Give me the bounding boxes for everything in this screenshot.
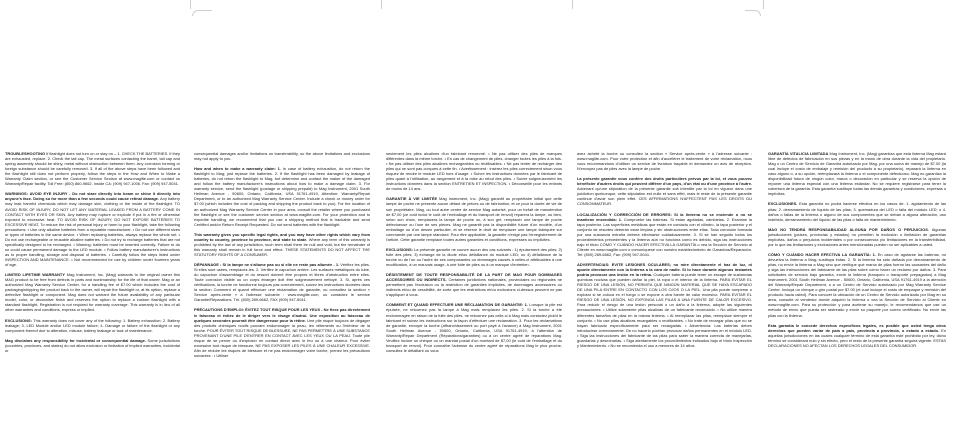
block-heading: PRÉCAUTIONS D'EMPLOI: ÉVITEZ TOUT RISQUE POUR LES YEUX - Ne fixez pas directement le faisceau et évitez de le diriger vers le visage d'autrui. Une exposition au faisceau de quelques secondes pourrait être dangereuse pour la rétine. bbox=[194, 307, 370, 323]
text-block bbox=[386, 247, 562, 267]
text-block bbox=[194, 307, 370, 357]
block-heading: CÓMO Y CUÁNDO HACER EFECTIVA LA GARANTÍA: 1. bbox=[768, 251, 876, 257]
block-text: Any battery may leak harmful chemicals which may damage skin, clothing or the inside of the flashlight. TO AVOID RISK OF INJURY, DO NOT LET ANY MATERIAL LEAKED FROM A BATTERY COME IN CONTACT WITH EYES OR SKIN. Any battery may rupture or explode if put in a fire or otherwise exposed to excessive heat. TO AVOID RISK OF INJURY, DO NOT EXPOSE BATTERIES TO EXCESSIVE HEAT. To reduce the risk of personal injury or harm to your flashlight, take the following precautions: • Use only alkaline batteries from a reputable manufacturer. • Do not use different sizes or types of batteries in the same device. • When replacing batteries, always replace the whole set. • Do not use rechargeable or reusable alkaline batteries. • Do not try to recharge batteries that are not specifically designed to be recharged. • Warning: batteries must be inserted correctly. Failure to do so could cause permanent damage to the LED module. • Follow battery manufacturer's instructions as to proper handling, storage and disposal of batteries. • Carefully follow the steps listed under INSPECTION AND MAINTENANCE. • Not recommended for use by children under fourteen years of age. bbox=[5, 196, 180, 268]
block-text: En aquellas jurisdicciones en las cuales cualquier término de esta garantía esté prohibido por ley, dicho término se considerará nulo y sin efecto, pero el resto de la presente garantía seguirá vigente. ESTAS DECLARACIONES NO AFECTAN LOS DERECHOS LEGALES DEL CONSUMIDOR. bbox=[768, 327, 946, 348]
tab-edge bbox=[192, 10, 212, 16]
block-heading: LIMITED LIFETIME WARRANTY bbox=[5, 272, 65, 278]
block-heading: MAG NO TENDRÁ RESPONSABILIDAD ALGUNA POR DAÑOS O PERJUICIOS. bbox=[768, 226, 929, 232]
block-text: Certaines juridictions nationales, provinciales ou régionales ne permettent pas l'exclusion ou la restriction de garanties implicites, de dommages accessoires ou indirects et/ou de cessibilité, de sorte que les restrictions et/ou exclusions ci-dessus peuvent ne pas s'appliquer à vous. bbox=[386, 277, 562, 298]
block-heading: EXCLUSIONES. bbox=[768, 201, 798, 207]
text-block bbox=[5, 151, 180, 186]
block-text: This warranty does not cover any of the following: 1. Battery exhaustion; 2. Battery leakage; 3. LED Module and/or LED module failure; 4. Damage or failure of the flashlight or any component thereof due to alteration, misuse, battery leakage or lack of maintenance. bbox=[5, 317, 180, 333]
block-text: consequential damages and/or limitations on transferability, so the above limitations and exclusions may not apply to you. bbox=[194, 151, 370, 162]
block-text: Cualquier batería puede tener un escape de sustancias químicas nocivas que pueden dañar la piel, la ropa o el interior de la linterna. PARA EVITAR EL RIESGO DE UNA LESIÓN, NO PERMITA QUE NINGÚN MATERIAL QUE SE HAYA ESCAPADO DE UNA PILA ENTRE EN CONTACTO CON LOS OJOS O LA PIEL. Una pila puede romperse o explotar si se coloca en el fuego o se expone a otra fuente de calor excesivo. PARA EVITAR EL RIESGO DE UNA LESIÓN, NO EXPONGA LAS PILAS A UNA FUENTE DE CALOR EXCESIVO. Para reducir el riesgo de una lesión personal o un daño a la linterna, adopte las siguientes precauciones: • Utilice solamente pilas alcalinas de un fabricante reconocido. • No utilice manera diferentes tamaños de pilas en la misma linterna. • Al reemplazar las pilas, reemplace siempre el conjunto. • No use pilas alcalinas recargables o reutilizables. • No trate de recargar pilas que no se hayan fabricado específicamente para ser recargadas. • Advertencia: Las baterías deben introducirse correctamente. De no hacerlo podrían provocar daños permanentes en el módulo LED. • Siga las instrucciones del fabricante de las pilas para saber la manera correcta de manejarlas, guardarlas y desecharlas. • Siga atentamente los procedimientos indicados bajo el título Inspección y Mantenimiento. • No se recomienda el uso a menores de 14 años. bbox=[577, 272, 752, 348]
block-text: Compruebe las baterías. Si están agotadas, cámbielas. 2. Examine la tapa posterior. Las superficies metálicas que están en contacto con el cilindro, la tapa posterior y el conjunto de resortes deberán estar limpias y sin obstrucciones entre ellas. Toda corrosión formada por una sustancia extraña deberá eliminarse cuidadosamente. 3. Si se han seguido todos los procedimientos precedentes y la linterna aún no funciona como es debido, siga las instrucciones bajo el título CÓMO Y CUÁNDO HACER EFECTIVA LA GARANTÍA o vea la Sección de Servicio al Cliente en www.maglite.com o comuníquese con nuestro establecimiento de Garantías/Reparación. Tel: (800) 289-6662, Fax: (909) 947-5041. bbox=[577, 216, 752, 257]
block-heading: DÉPANNAGE : Si la lampe ne s'allume pas ou si elle ne reste pas allumée - 1. bbox=[194, 262, 340, 268]
block-heading: GARANTÍA VITALICIA LIMITADA bbox=[768, 151, 829, 156]
text-block bbox=[577, 262, 752, 348]
text-block bbox=[386, 151, 562, 191]
block-heading: EXCLUSIONS: bbox=[5, 317, 32, 323]
block-heading: Esta garantía le concede derechos específicos legales, es posible que usted tenga otros derechos que pueden variar de país a país, provincia a provincia, o estado a estado. bbox=[768, 322, 946, 333]
fold-guide bbox=[190, 0, 191, 9]
tab-edge bbox=[745, 10, 761, 16]
text-block bbox=[5, 318, 180, 333]
block-heading: WARNINGS: AVOID EYE INJURY - Do not stare directly into beam or shine it directly into anyone's face. Doing so for more than a few seconds could cause retinal damage. bbox=[5, 191, 180, 202]
text-block bbox=[5, 338, 180, 353]
panel-5 bbox=[768, 151, 946, 419]
block-text: En caso de agotarse las baterías, no devuelva la linterna a Mag; sustituya éstas. 2. Si la linterna ha sido dañada por derramamiento de pilas, no envíe la linterna a Mag sino que verifique qué marca de pilas fueron las causantes del daño y siga las instrucciones del fabricante de las pilas sobre cómo hacer un reclamo por daños. 3. Para solicitudes de servicio bajo garantía, envíe la linterna (franqueo o transporte prepagados) a Mag Instrument, 2001 South Hellman Avenue - 50600, Ontario, California, USA 91761-4919 a la atención del Warranty/Repair Department, o a un Centro de Servicio autorizado por Mag Warranty Service Center. Incluya un cheque o giro postal por $7.00 (el cual incluye el costo de empaque y remisión del producto hacia usted). Para conocer la ubicación de un Centro de Servicio autorizado por Mag en su área, consulte al vendedor donde adquirió la linterna o vea la Sección de Servicio al Cliente en www.maglite.com. Para su protección y para acelerar su manejo, le recomendamos que use un método de envío que pueda ser rastreado y envíe su paquete por correo certificado. No envíe las pilas con la linterna. bbox=[768, 251, 946, 318]
block-text: Lorsque la pile est épuisée, ne retournez pas la lampe à Mag mais remplacez les piles. 2. Si la torche a été endommagée en raison de la fuite des piles, ne retournez pas celle-ci à Mag mais contactez plutôt le fabricant et suivez les instructions sur la façon d'effectuer une réclamation. 3. Pour les réclamations de garantie, envoyer la torche (affranchissement ou port payé à l'avance) à Mag Instrument, 2001 South Hellman Avenue - 50600, Ontario, California, USA 91761-4919, à l'attention de Warranty/Repair Department (Réparations/garanties) ou à un centre agréé de réparations Mag. Veuillez inclure un chèque ou un mandat postal d'un montant de $7,00 (le coût de l'emballage et du transport de renvoi). Pour connaître l'adresse du centre agréé de réparations Mag le plus proche, consultez le détaillant où vous bbox=[386, 302, 562, 353]
block-text: Mag Instrument, Inc. (Mag) garantiza que esta linterna Mag estará libre de defectos de fabricación en sus piezas y en la mano de obra durante la vida del propietario. Mag o un Centro de Servicio de Garantía autorizado por Mag, por una suma de manejo de $7.00 (la cual incluye el costo de embalaje y remisión del producto a su propietario), reparará la linterna en caso alguno o, a su opción, reemplazará la linterna o el componente defectuoso. Mag no garantiza la disponibilidad futura de ningún color, marca o decoración en particular y se reserva la opción de reponer una linterna especial con una linterna estándar. No se requiere registrarse para tener la cobertura de la garantía. Esta garantía sustituye todas las demás garantías y condiciones, expresas o implícitas. bbox=[768, 151, 946, 197]
block-text: Mag Instrument, Inc. (Mag) warrants to the original owner this MAG product to be free from defects in parts and workmanship for the life of that owner. Mag or an authorized Mag Warranty Service Center, for a handling fee of $7.00 which includes the cost of packaging/shipping the product back to the owner, will repair the flashlight or, at its option, replace a defective flashlight or component. Mag does not warrant the future availability of any particular model, color, or decorative finish and reserves the option to replace a custom flashlight with a standard flashlight. Registration is not required for warranty coverage. This warranty is in lieu of all other warranties and conditions, express or implied. bbox=[5, 272, 180, 313]
text-block bbox=[768, 227, 946, 247]
fold-guide bbox=[763, 0, 764, 9]
block-heading: TROUBLESHOOTING bbox=[5, 151, 46, 156]
block-text: Some jurisdictions (countries, provinces, and states) do not allow exclusion or limitation of implied warranties, incidental or bbox=[5, 337, 180, 353]
block-heading: Mag disclaims any responsibility for incidental or consequential damage. bbox=[5, 337, 146, 343]
text-block bbox=[194, 151, 370, 161]
text-block bbox=[768, 151, 946, 196]
block-text: Mag Instrument, Inc. (Mag) garantit au propriétaire initial que cette lampe de poche ne présente aucun défaut de pièces ou de fabrication, et ce pour la durée de vie de son propriétaire. Mag, ou tout autre centre de service Mag autorisé, pour un forfait de manutention de $7,00 (ce coût inclut le coût de l'emballage et du transport de renvoi) réparera la lampe, ou bien, selon son choix, remplacera la lampe de poche ou, à son gré, remplacer une lampe de poche défectueuse ou l'une de ses pièces. Mag ne garantit pas la disponibilité future d'un modèle, d'un emballage ou d'un dessin particulier, et se réserve le droit de remplacer une lampe fabriquée sur commande par une lampe standard. Pour être applicable, la garantie n'exige pas l'enregistrement de l'article. Cette garantie remplace toutes autres garanties et conditions, expresses ou implicites. bbox=[386, 196, 562, 242]
block-text: In case of battery exhaustion, do not return the flashlight to Mag; just replace the batteries. 2. If the flashlight has been damaged by leakage of batteries, do not return the flashlight to Mag, but determine and contact the maker of the damaged and follow the battery manufacturer's instructions about how to make a damage claim. 3. For warranty service, send the flashlight (postage or shipping prepaid) to Mag Instrument, 2001 South Hellman Avenue - 50600, Ontario, California, USA 91761-4919, Attention: Warranty/Repair Department, or to an authorized Mag Warranty Service Center. Include a check or money order for $7.00 (which includes the cost of packing and shipping the product back to you). For the location of an authorized Mag Warranty Service Center in your area, consult the retailer where you purchased the flashlight or see the customer service section at www.maglite.com. For your protection and to expedite handling, we recommend that you use a shipping method that is trackable and send Certified and/or Return Receipt Requested. Do not send batteries with the flashlight. bbox=[194, 166, 370, 227]
block-heading: How and when to make a warranty claim: 1. bbox=[194, 166, 281, 172]
text-block bbox=[5, 191, 180, 267]
block-heading: DÉSISTEMENT DE TOUTE RESPONSABILITÉ DE LA PART DE MAG POUR DOMMAGES ACCESSOIRES OU INDIRECTS. bbox=[386, 272, 562, 283]
block-text: avez acheté la torche ou consultez la section « Service après-vente » à l'adresse suivante : www.maglite.com. Pour votre protection et afin d'accélérer le traitement de votre réclamation, nous vous recommandons d'utiliser un service de livraison traçable et demandez un avis de réception. N'envoyez pas de piles avec la lampe de poche. bbox=[577, 151, 752, 172]
block-text: Une pile risque toujours de dégager des produits chimiques nocifs pouvant endommager la peau, les vêtements ou l'intérieur de la torche. POUR ÉVITER TOUT RISQUE DE BLESSURE, NE PAS PERMETTRE À UNE SUBSTANCE PROVENANT D'UNE PILE D'ENTRER EN CONTACT AVEC LES YEUX OU LA PEAU. Toute pile risque de se percer ou d'exploser en contact direct avec le feu ou à une chaleur. Pour éviter excessive tout risque de blessure, NE PAS EXPOSER LES PILES À UNE CHALEUR EXCESSIVE. Afin de réduire les risques de blessure et ne pas endommager votre torche, prenez les précautions suivantes : • Utiliser bbox=[194, 317, 370, 358]
panel-2 bbox=[194, 151, 370, 419]
text-block bbox=[768, 323, 946, 348]
text-block bbox=[194, 232, 370, 257]
block-text: Where any term of this warranty is prohibited by the law of any jurisdiction, such term shall there be null and void, but the remainder of this warranty shall remain in full force and effect. THESE STATEMENTS DO NOT AFFECT THE STATUTORY RIGHTS OF A CONSUMER. bbox=[194, 236, 370, 257]
text-block bbox=[5, 272, 180, 312]
block-text: Algunas jurisdicciones (países, provincias y estados) no permiten la exclusión o limitación de garantías implícitas, daños o perjuicios incidentales o por consecuencia y/o limitaciones en la transferibilidad, por lo que las limitaciones y exclusiones antes mencionadas pueden no ser aplicables a usted. bbox=[768, 226, 946, 247]
text-block bbox=[194, 166, 370, 227]
text-block bbox=[577, 212, 752, 257]
text-block bbox=[386, 196, 562, 241]
text-block bbox=[577, 176, 752, 206]
fold-guide bbox=[381, 0, 382, 9]
text-block bbox=[768, 252, 946, 318]
block-text: Advenant qu'une stipulation de la présente garantie soit interdite par la loi en vigueur dans une juridiction quelconque, cette stipulation est nulle et sans effet, mais le reste de la présente garantie continue d'avoir son plein effet. CES AFFIRMATIONS N'AFFECTENT PAS LES DROITS DU CONSOMMATEUR. bbox=[577, 186, 752, 207]
panel-3 bbox=[386, 151, 562, 419]
panel-4 bbox=[577, 151, 752, 419]
fold-guide bbox=[572, 0, 573, 9]
block-heading: COMMENT ET QUAND EFFECTUER UNE RÉCLAMATION DE GARANTIE: 1. bbox=[386, 302, 528, 308]
block-text: seulement les piles alcalines d'un fabricant renommé. • Ne pas utiliser des piles de marques différentes dans la même torche. • En cas de changement de piles, changer toutes les piles à la fois. • Ne pas utiliser des piles alcalines rechargeables ou réutilisables. • Ne pas tenter de recharger des piles qui ne sont pas conçues à cette fin. • Avertissement : insérez les piles correctement sinon vous risquez de rendre le module LED hors d'usage. • Suivre les instructions données par le fabricant de piles quant à l'utilisation, au rangement et à la mise au rebut des piles. • Suivre soigneusement les instructions données dans la section ENTRETIEN ET INSPECTION. • Déconseillé pour les enfants de moins de 14 ans. bbox=[386, 151, 562, 192]
text-block bbox=[386, 302, 562, 352]
block-text: La présente garantie ne couvre aucun des cas suivants : 1) épuisement des piles; 2) fuite des piles; 3) échange de la diode et/ou défaillance du module LED; ou 4) défaillance de la torche ou de l'un ou l'autre de ses composantes ou dommages causés à celles-ci attribuables à une modification, à un mauvais usage, à une fuite de piles ou à un manque d'entretien. bbox=[386, 246, 562, 268]
block-text: If flashlight does not turn on or stay on – 1. CHECK THE BATTERIES. If they are exhausted, replace. 2. Check the tail cap. The metal surfaces contacting the barrel, tail cap and spring assembly should be shiny, metal without obstruction between them. Any corrosion forming or foreign substance should be carefully removed. 3. If all of the above steps have been followed and the flashlight still does not perform properly, follow the steps in the How and When to Make a Warranty Claim section, or see the Customer Service Section at www.maglite.com or contact us Warranty/Repair facility. Toll Free: (800) 860-9662. Inside CA: (909) 947-1006. Fax: (909) 947-5041. bbox=[5, 151, 180, 187]
panel-1 bbox=[5, 151, 180, 419]
block-text: Esta garantía no podrá hacerse efectiva en los casos de: 1. agotamiento de las pilas; 2. derramamiento de líquido de las pilas; 3. quemadura del LED o falla del módulo LED; o 4. daños o fallas de la linterna o alguno de sus componentes que se deban a alguna alteración, uso indebido, derramamiento del líquido de las pilas o falta de mantenimiento. bbox=[768, 201, 946, 222]
text-block bbox=[386, 272, 562, 297]
block-heading: ADVERTENCIAS: EVITE LESIONES OCULARES; no mire directamente el haz de luz, ni apunte directamente con la linterna a la cara de nadie. Si lo hace durante algunos instantes podría provocar una lesión en la retina. bbox=[577, 262, 752, 278]
block-heading: This warranty gives you specific legal rights, and you may have other rights which vary from country to country, province to province, and state to state. bbox=[194, 231, 370, 242]
block-text: Vérifiez les piles. Si elles sont usées, remplacez-les. 2. Vérifiez le capuchon arrière. Les surfaces métalliques du tube, du capuchon d'assemblage et du ressort doivent être propres et libres d'obstruction entre elles. Toute corrosion visible ou un corps étranger doit être soigneusement nettoyé. 3. Si, après ces vérifications, la torche ne fonctionne toujours pas correctement, suivez les instructions données dans la section Comment et quand effectuer une réclamation de garantie, ou consultez la section « Service après-vente » à l'adresse suivante : www.maglite.com, ou contactez le service Garantie/Réparations. Tél. (800) 289-6662, FAX (909) 947-5041. bbox=[194, 262, 370, 303]
text-block bbox=[577, 151, 752, 171]
block-heading: EXCLUSIONS: bbox=[386, 246, 413, 252]
block-heading: LOCALIZACIÓN Y CORRECCIÓN DE ERRORES: Si la linterna no se enciende o no se mantiene encendida: 1. bbox=[577, 211, 752, 222]
block-heading: La présente garantie vous confère des droits particuliers prévus par la loi, et vous pouvez bénéficier d'autres droits qui peuvent différer d'un pays, d'un état ou d'une province à l'autre. bbox=[577, 176, 752, 187]
text-block bbox=[194, 262, 370, 302]
text-block bbox=[768, 201, 946, 221]
block-heading: GARANTIE À VIE LIMITÉE bbox=[386, 196, 438, 202]
